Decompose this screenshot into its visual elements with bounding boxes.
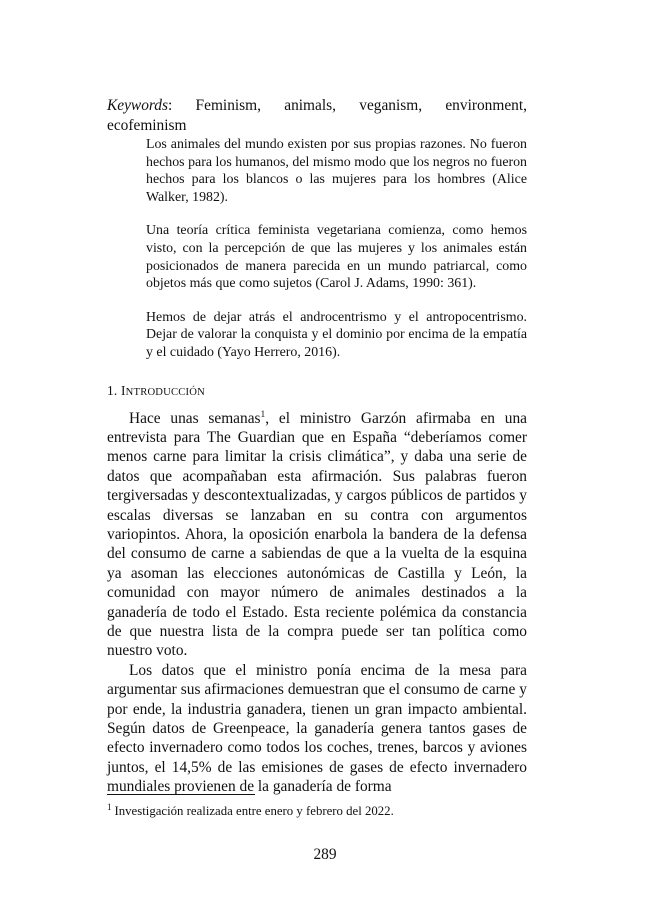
keywords-label: Keywords	[107, 97, 168, 114]
section-title-rest: NTRODUCCIÓN	[125, 386, 205, 398]
footnote	[107, 803, 527, 819]
keywords-block	[107, 96, 527, 136]
footnote-text: Investigación realizada entre enero y febrero del 2022.	[114, 804, 394, 818]
epigraphs	[146, 136, 527, 362]
epigraph-quote: Hemos de dejar atrás el androcentrismo y el antropocentrismo. Dejar de valorar la conquista y el dominio por encima de la empatía y el cuidado (Yayo Herrero, 2016).	[146, 309, 527, 360]
section-number: 1.	[107, 382, 121, 398]
section-title-initial: I	[121, 382, 126, 398]
footnote-reference[interactable]: 1	[260, 409, 266, 420]
footnote-divider	[107, 794, 255, 795]
section-heading	[107, 382, 527, 402]
paragraph	[107, 409, 527, 661]
paragraph-text: Hace unas semanas	[129, 409, 261, 427]
epigraph-quote: Los animales del mundo existen por sus propias razones. No fueron hechos para los humanos, del mismo modo que los negros no fueron hechos para los blancos o las mujeres para los hombres (Alice Walker, 1982).	[146, 137, 527, 205]
page-content	[107, 96, 527, 797]
paragraph-text: , el ministro Garzón afirmaba en una entrevista para The Guardian que en España “deberíamos comer menos carne para limitar la crisis climática”, y daba una serie de datos que acompañaban esta afirmación. Sus palabras fueron tergiversadas y descontextualizadas, y cargos públicos de partidos y escalas diversas se lanzaban en su contra con argumentos variopintos. Ahora, la oposición enarbola la bandera de la defensa del consumo de carne a sabiendas de que a la vuelta de la esquina ya asoman las elecciones autonómicas de Castilla y León, la comunidad con mayor número de animales destinados a la ganadería de todo el Estado. Esta reciente polémica da constancia de que nuestra lista de la compra puede ser tan política como nuestro voto.	[107, 409, 528, 660]
epigraph-quote: Una teoría crítica feminista vegetariana comienza, como hemos visto, con la percepción de que las mujeres y los animales están posicionados de manera parecida en un mundo patriarcal, como objetos más que como sujetos (Carol J. Adams, 1990: 361).	[146, 223, 527, 292]
keywords-list-end: ecofeminism	[107, 117, 187, 134]
footnote-number: 1	[107, 801, 112, 812]
body-text	[107, 409, 527, 797]
page-number: 289	[313, 846, 337, 863]
paragraph: Los datos que el ministro ponía encima de la mesa para argumentar sus afirmaciones demuestran que el consumo de carne y por ende, la industria ganadera, tienen un gran impacto ambiental. Según datos de Greenpeace, la ganadería genera tantos gases de efecto invernadero como todos los coches, trenes, barcos y aviones juntos, el 14,5% de las emisiones de gases de efecto invernadero mundiales provienen de la ganadería de forma	[107, 661, 527, 796]
keywords-list: : Feminism, animals, veganism, environment,	[168, 97, 527, 114]
